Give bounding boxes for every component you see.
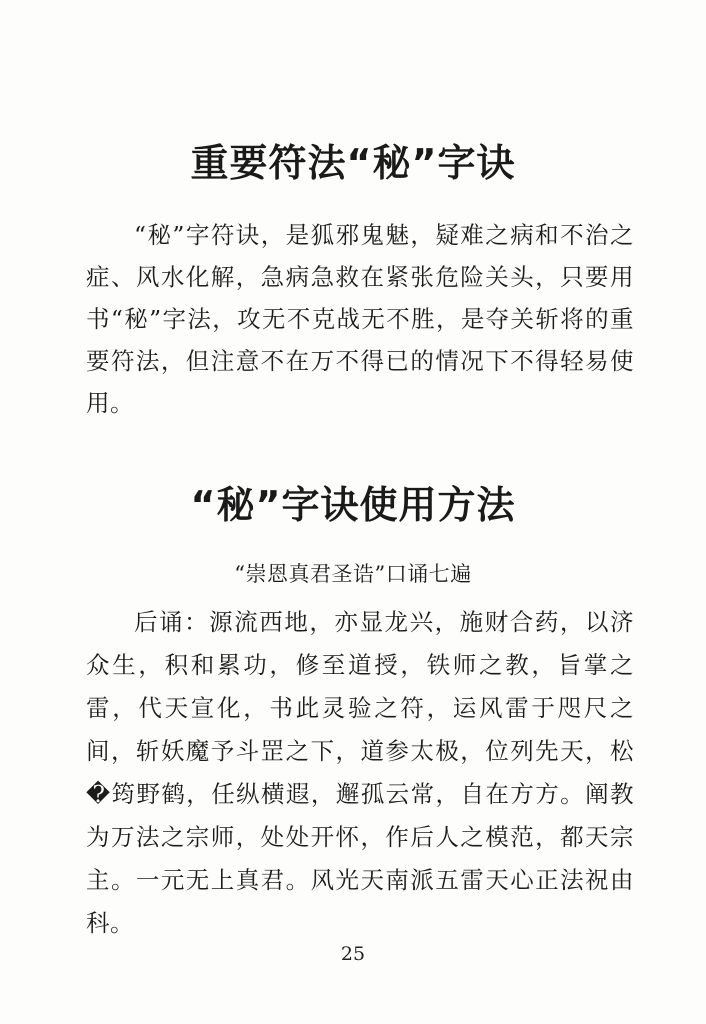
section-title: “秘”字诀使用方法 (190, 483, 516, 527)
body-paragraph: 后诵：源流西地，亦显龙兴，施财合药，以济众生，积和累功，修至道授，铁师之教，旨掌之雷，代天宣化，书此灵验之符，运风雷于咫尺之间，斩妖魔予斗罡之下，道参太极，位列先天，松�筠野鹤，任纵横遐，邂孤云常，自在方方。阐教为万法之宗师，处处开怀，作后人之模范，都天宗主。一元无上真君。风光天南派五雷天心正法祝由科。 (86, 608, 634, 937)
page-number: 25 (340, 943, 366, 965)
recitation-line: “崇恩真君圣诰”口诵七遍 (234, 562, 472, 586)
page-title: 重要符法“秘”字诀 (190, 141, 516, 185)
intro-paragraph: “秘”字符诀，是狐邪鬼魅，疑难之病和不治之症、风水化解，急病急救在紧张危险关头，只要用书“秘”字法，攻无不克战无不胜，是夺关斩将的重要符法，但注意不在万不得已的情况下不得轻易使用。 (86, 221, 634, 417)
